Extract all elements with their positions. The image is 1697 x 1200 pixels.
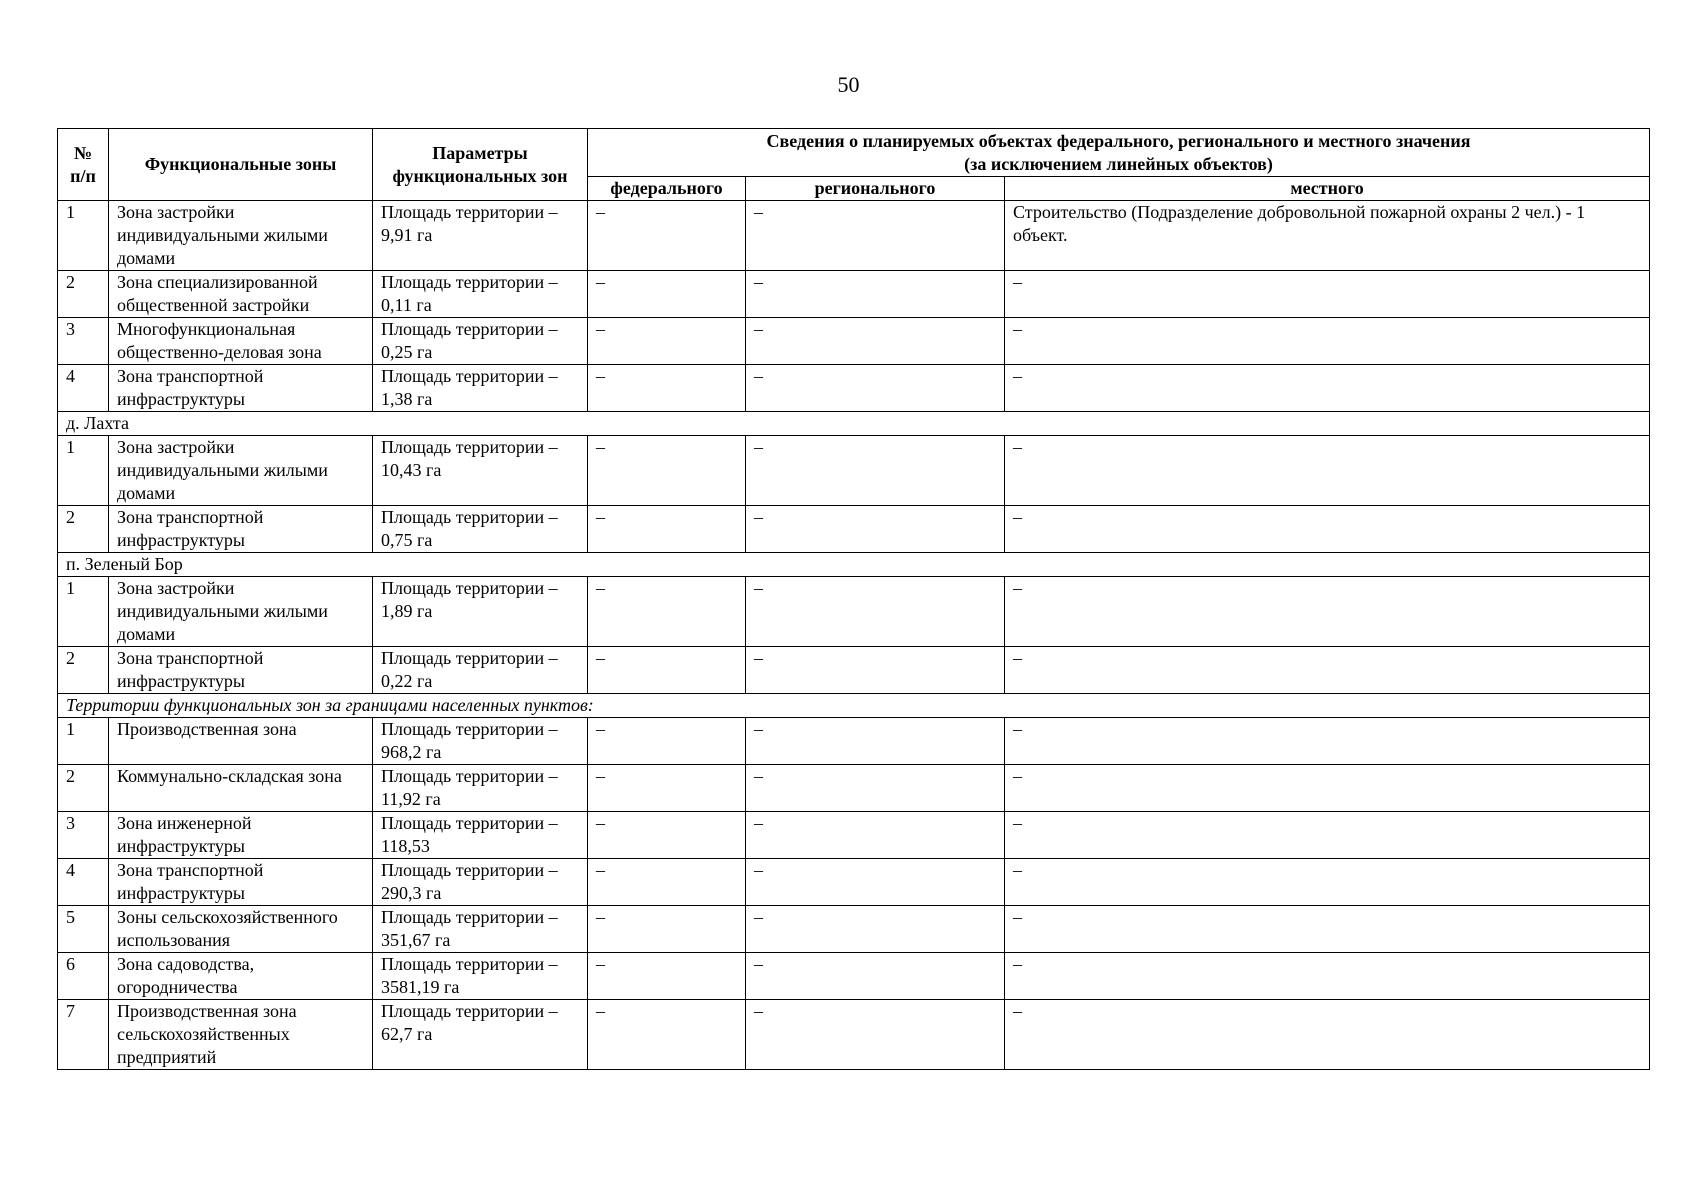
federal-objects: –	[588, 953, 746, 1000]
header-federal: федерального	[588, 177, 746, 201]
zone-name: Зона транспортной инфраструктуры	[109, 365, 373, 412]
zone-name: Коммунально-складская зона	[109, 765, 373, 812]
federal-objects: –	[588, 812, 746, 859]
row-number: 3	[58, 318, 109, 365]
federal-objects: –	[588, 718, 746, 765]
regional-objects: –	[746, 365, 1005, 412]
regional-objects: –	[746, 318, 1005, 365]
zone-parameter: Площадь территории – 0,11 га	[373, 271, 588, 318]
zone-name: Зона транспортной инфраструктуры	[109, 647, 373, 694]
zone-name: Зона садоводства, огородничества	[109, 953, 373, 1000]
table-row	[58, 765, 1650, 812]
federal-objects: –	[588, 271, 746, 318]
local-objects: –	[1005, 718, 1650, 765]
section-row	[58, 412, 1650, 436]
row-number: 4	[58, 365, 109, 412]
regional-objects: –	[746, 718, 1005, 765]
zone-parameter: Площадь территории – 0,75 га	[373, 506, 588, 553]
local-objects: –	[1005, 953, 1650, 1000]
federal-objects: –	[588, 765, 746, 812]
zone-name: Производственная зона	[109, 718, 373, 765]
section-title: п. Зеленый Бор	[58, 553, 1650, 577]
header-regional: регионального	[746, 177, 1005, 201]
zone-name: Зона транспортной инфраструктуры	[109, 506, 373, 553]
regional-objects: –	[746, 906, 1005, 953]
regional-objects: –	[746, 201, 1005, 271]
zone-name: Зона застройки индивидуальными жилыми домами	[109, 201, 373, 271]
row-number: 3	[58, 812, 109, 859]
header-number: № п/п	[58, 129, 109, 201]
zone-parameter: Площадь территории – 351,67 га	[373, 906, 588, 953]
section-title: д. Лахта	[58, 412, 1650, 436]
federal-objects: –	[588, 1000, 746, 1070]
local-objects: Строительство (Подразделение добровольной пожарной охраны 2 чел.) - 1 объект.	[1005, 201, 1650, 271]
federal-objects: –	[588, 577, 746, 647]
section-title: Территории функциональных зон за границами населенных пунктов:	[58, 694, 1650, 718]
federal-objects: –	[588, 365, 746, 412]
table-row	[58, 812, 1650, 859]
local-objects: –	[1005, 506, 1650, 553]
local-objects: –	[1005, 271, 1650, 318]
regional-objects: –	[746, 506, 1005, 553]
federal-objects: –	[588, 436, 746, 506]
local-objects: –	[1005, 765, 1650, 812]
row-number: 2	[58, 506, 109, 553]
zone-name: Зона инженерной инфраструктуры	[109, 812, 373, 859]
header-planned-subtitle: (за исключением линейных объектов)	[964, 153, 1273, 174]
row-number: 1	[58, 201, 109, 271]
zone-parameter: Площадь территории – 10,43 га	[373, 436, 588, 506]
row-number: 6	[58, 953, 109, 1000]
local-objects: –	[1005, 906, 1650, 953]
table-header	[58, 129, 1650, 201]
zone-name: Производственная зона сельскохозяйственных предприятий	[109, 1000, 373, 1070]
federal-objects: –	[588, 318, 746, 365]
zone-name: Зона застройки индивидуальными жилыми домами	[109, 436, 373, 506]
local-objects: –	[1005, 1000, 1650, 1070]
table-row	[58, 647, 1650, 694]
table-row	[58, 906, 1650, 953]
header-planned	[588, 129, 1650, 177]
zone-parameter: Площадь территории – 62,7 га	[373, 1000, 588, 1070]
header-params: Параметры функциональных зон	[373, 129, 588, 201]
header-planned-title: Сведения о планируемых объектах федерального, регионального и местного значения	[766, 130, 1471, 151]
table-row	[58, 318, 1650, 365]
local-objects: –	[1005, 647, 1650, 694]
table-row	[58, 953, 1650, 1000]
local-objects: –	[1005, 436, 1650, 506]
zone-parameter: Площадь территории – 290,3 га	[373, 859, 588, 906]
zone-parameter: Площадь территории – 1,89 га	[373, 577, 588, 647]
federal-objects: –	[588, 647, 746, 694]
functional-zones-table	[57, 128, 1650, 1070]
page-number: 50	[837, 72, 860, 97]
regional-objects: –	[746, 271, 1005, 318]
row-number: 5	[58, 906, 109, 953]
row-number: 1	[58, 436, 109, 506]
local-objects: –	[1005, 859, 1650, 906]
zone-name: Зона застройки индивидуальными жилыми домами	[109, 577, 373, 647]
federal-objects: –	[588, 859, 746, 906]
table-row	[58, 201, 1650, 271]
zone-parameter: Площадь территории – 118,53	[373, 812, 588, 859]
local-objects: –	[1005, 577, 1650, 647]
federal-objects: –	[588, 906, 746, 953]
row-number: 4	[58, 859, 109, 906]
regional-objects: –	[746, 812, 1005, 859]
table-row	[58, 718, 1650, 765]
header-zones: Функциональные зоны	[109, 129, 373, 201]
table-body	[58, 201, 1650, 1070]
local-objects: –	[1005, 318, 1650, 365]
table-row	[58, 365, 1650, 412]
zone-parameter: Площадь территории –0,25 га	[373, 318, 588, 365]
zone-name: Зона транспортной инфраструктуры	[109, 859, 373, 906]
zone-parameter: Площадь территории – 1,38 га	[373, 365, 588, 412]
zone-name: Зоны сельскохозяйственного использования	[109, 906, 373, 953]
row-number: 7	[58, 1000, 109, 1070]
zone-name: Зона специализированной общественной застройки	[109, 271, 373, 318]
regional-objects: –	[746, 436, 1005, 506]
regional-objects: –	[746, 577, 1005, 647]
federal-objects: –	[588, 201, 746, 271]
section-row	[58, 553, 1650, 577]
local-objects: –	[1005, 812, 1650, 859]
table-row	[58, 436, 1650, 506]
federal-objects: –	[588, 506, 746, 553]
regional-objects: –	[746, 859, 1005, 906]
regional-objects: –	[746, 1000, 1005, 1070]
table-row	[58, 506, 1650, 553]
row-number: 2	[58, 647, 109, 694]
regional-objects: –	[746, 953, 1005, 1000]
zone-parameter: Площадь территории – 11,92 га	[373, 765, 588, 812]
zone-parameter: Площадь территории – 968,2 га	[373, 718, 588, 765]
regional-objects: –	[746, 647, 1005, 694]
table-row	[58, 859, 1650, 906]
table-row	[58, 577, 1650, 647]
zone-name: Многофункциональная общественно-деловая зона	[109, 318, 373, 365]
regional-objects: –	[746, 765, 1005, 812]
local-objects: –	[1005, 365, 1650, 412]
zone-parameter: Площадь территории – 3581,19 га	[373, 953, 588, 1000]
zone-parameter: Площадь территории – 9,91 га	[373, 201, 588, 271]
zone-parameter: Площадь территории – 0,22 га	[373, 647, 588, 694]
row-number: 2	[58, 271, 109, 318]
header-local: местного	[1005, 177, 1650, 201]
section-row	[58, 694, 1650, 718]
row-number: 1	[58, 718, 109, 765]
table-row	[58, 271, 1650, 318]
row-number: 1	[58, 577, 109, 647]
table-row	[58, 1000, 1650, 1070]
row-number: 2	[58, 765, 109, 812]
